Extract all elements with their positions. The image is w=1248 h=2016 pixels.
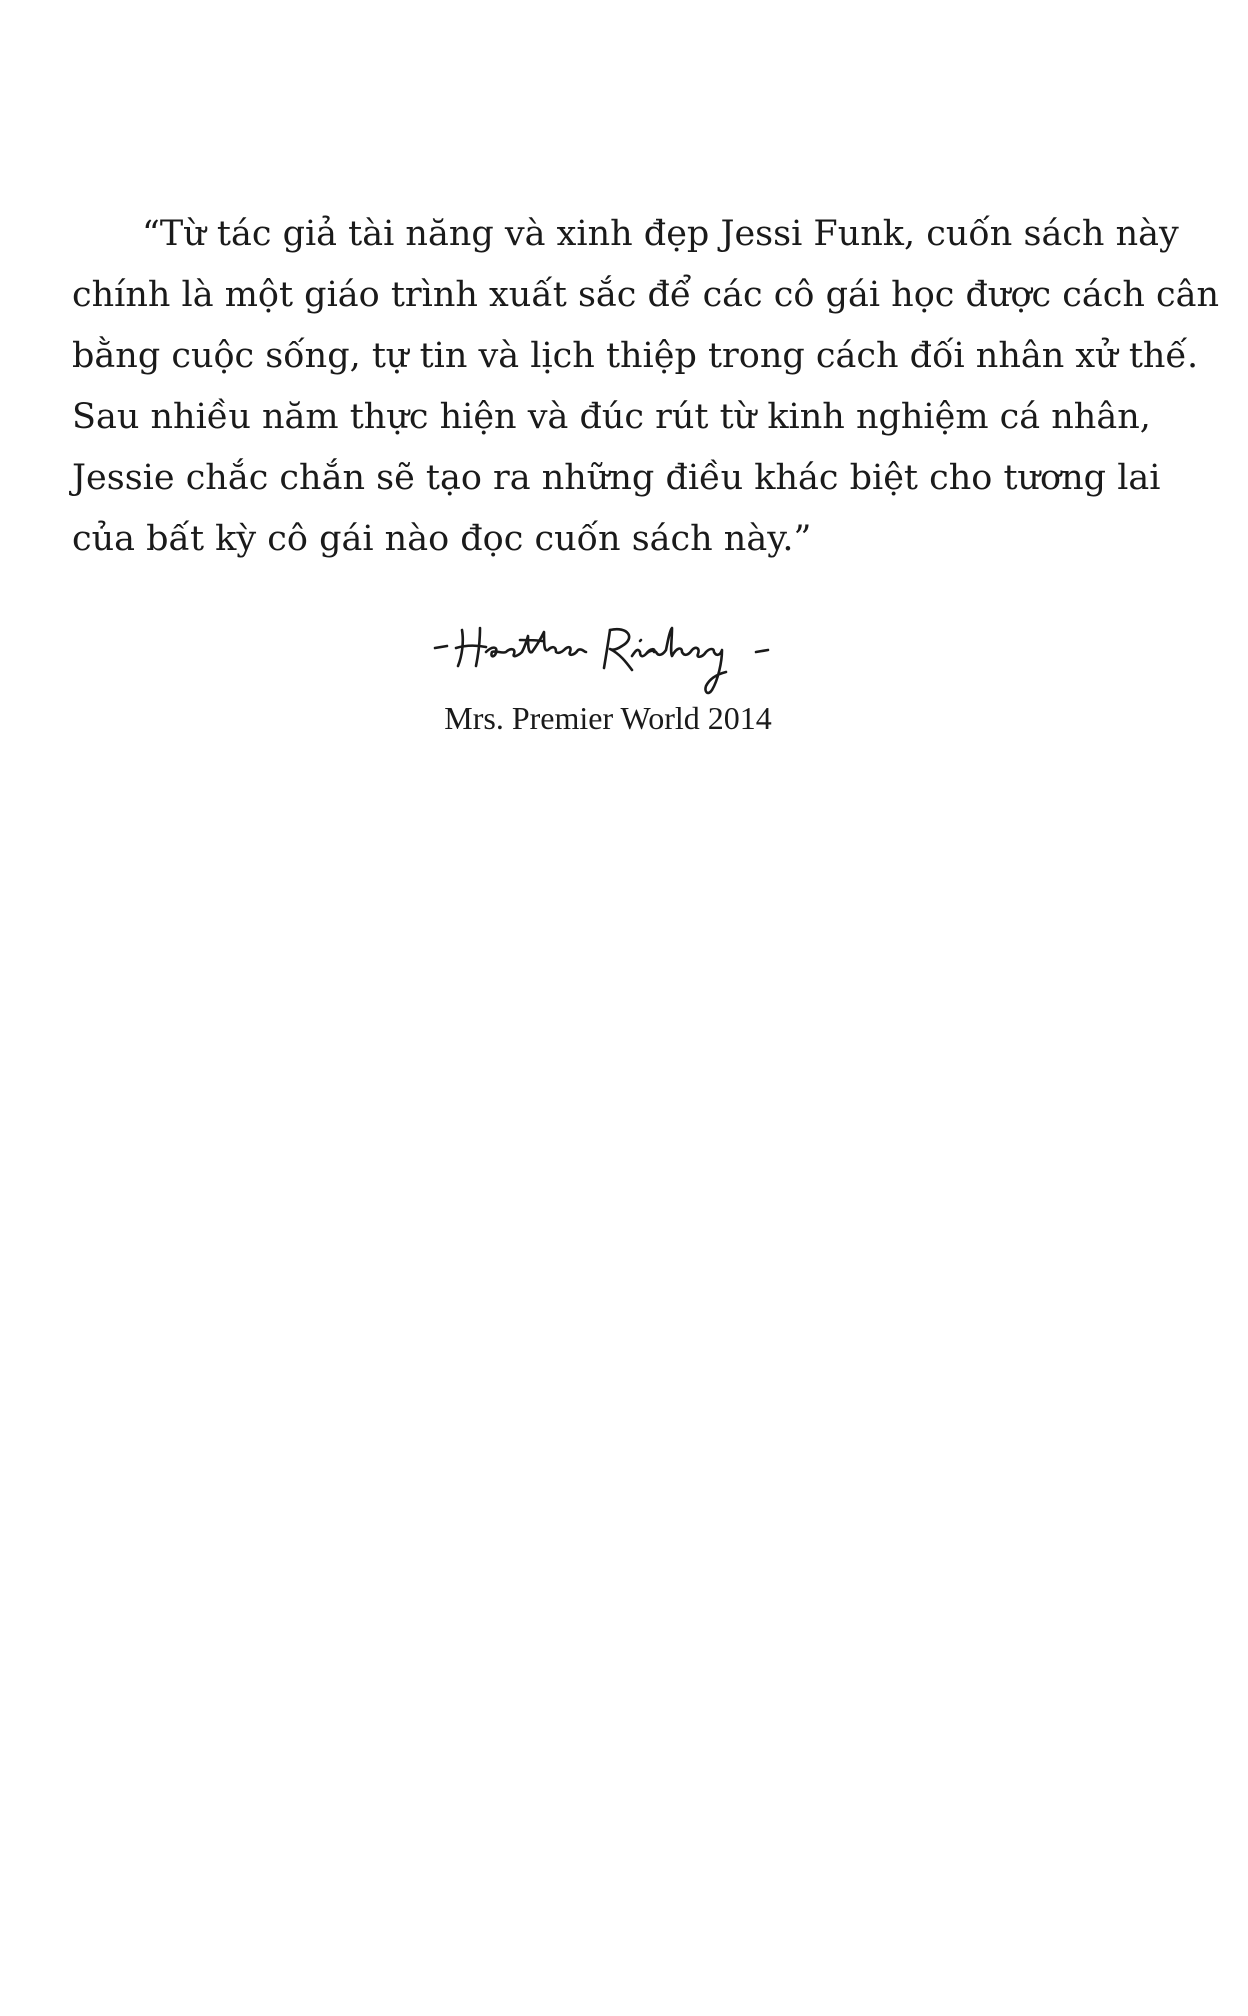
- testimonial-quote: [72, 204, 1220, 570]
- quote-line: Sau nhiều năm thực hiện và đúc rút từ kinh nghiệm cá nhân,: [72, 397, 1151, 437]
- signature-graphic: [400, 600, 820, 700]
- quote-line: bằng cuộc sống, tự tin và lịch thiệp trong cách đối nhân xử thế.: [72, 336, 1199, 376]
- handwritten-signature: [400, 600, 820, 700]
- quote-line: Jessie chắc chắn sẽ tạo ra những điều khác biệt cho tương lai: [72, 458, 1161, 498]
- quote-line: của bất kỳ cô gái nào đọc cuốn sách này.”: [72, 519, 812, 559]
- quote-line: “Từ tác giả tài năng và xinh đẹp Jessi Funk, cuốn sách này: [142, 214, 1179, 254]
- quote-line: chính là một giáo trình xuất sắc để các cô gái học được cách cân: [72, 275, 1220, 315]
- author-title: Mrs. Premier World 2014: [444, 700, 772, 736]
